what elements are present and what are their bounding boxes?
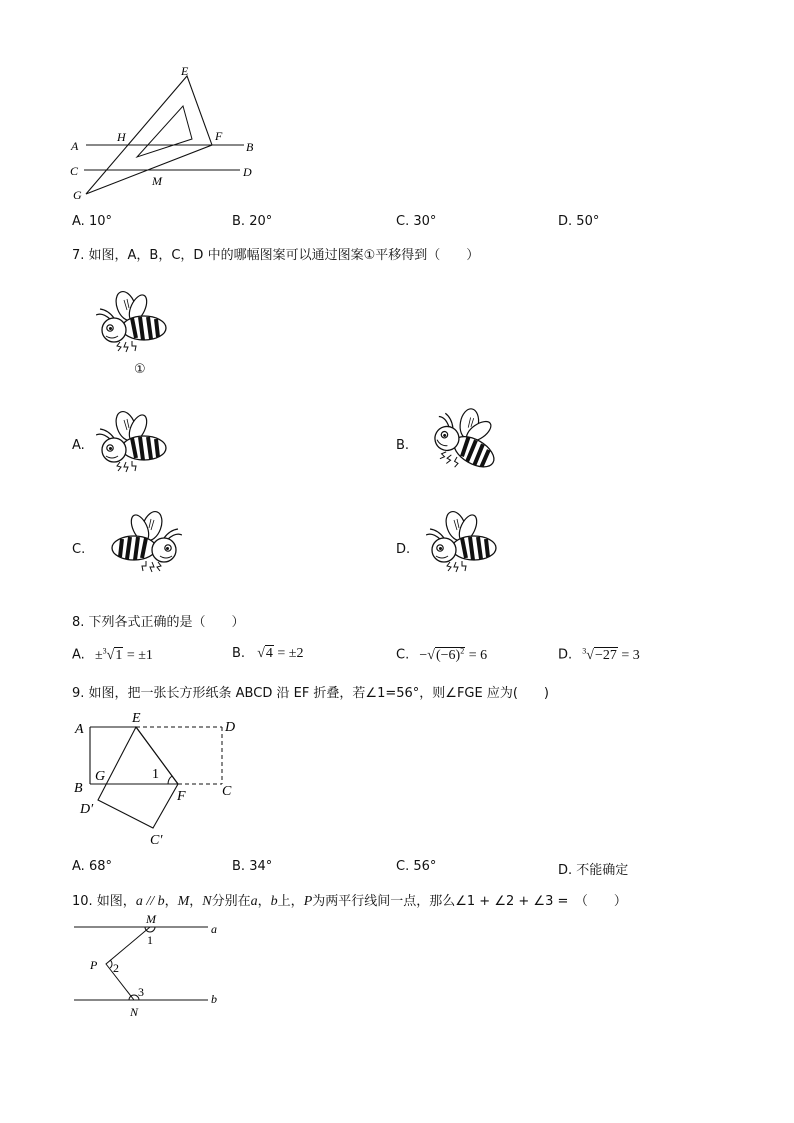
q7-option-c-bee[interactable] bbox=[98, 510, 182, 580]
q9-option-d[interactable]: D. 不能确定 bbox=[558, 863, 629, 878]
q9-label-C: C bbox=[222, 784, 232, 799]
q10-label-N: N bbox=[130, 1005, 139, 1019]
q10-label-3: 3 bbox=[138, 985, 144, 999]
q10-figure bbox=[66, 908, 226, 1020]
q7-option-d-bee[interactable] bbox=[426, 510, 510, 580]
q6-option-a[interactable]: A. 10° bbox=[72, 214, 112, 229]
label-C: C bbox=[70, 164, 79, 178]
label-F: F bbox=[215, 129, 223, 143]
q8-option-a[interactable]: A. ±$^3$√1 = ±1 bbox=[72, 646, 153, 663]
q10-label-a: a bbox=[211, 922, 217, 936]
q9-stem: 9. 如图，把一张长方形纸条 ABCD 沿 EF 折叠，若∠1=56°，则∠FGE 应为( ) bbox=[72, 686, 549, 701]
q9-label-Dprime: D′ bbox=[80, 802, 94, 817]
label-D: D bbox=[243, 165, 252, 179]
q10-label-M: M bbox=[146, 912, 156, 926]
q7-option-b[interactable]: B. bbox=[396, 438, 410, 453]
q9-label-F: F bbox=[177, 789, 186, 804]
q10-label-1: 1 bbox=[147, 933, 153, 947]
q7-option-c[interactable]: C. bbox=[72, 542, 86, 557]
q10-label-2: 2 bbox=[113, 961, 119, 975]
q9-label-G: G bbox=[95, 769, 106, 784]
label-A: A bbox=[71, 139, 79, 153]
q7-option-a-bee[interactable] bbox=[96, 410, 180, 480]
q6-figure bbox=[66, 62, 266, 207]
q7-original-bee bbox=[96, 290, 180, 360]
q10-label-P: P bbox=[90, 958, 98, 972]
q7-option-d[interactable]: D. bbox=[396, 542, 411, 557]
q9-label-B: B bbox=[74, 781, 83, 796]
q6-option-c[interactable]: C. 30° bbox=[396, 214, 437, 229]
label-H: H bbox=[117, 130, 126, 144]
q7-option-b-bee[interactable] bbox=[428, 406, 512, 484]
q9-label-Cprime: C′ bbox=[150, 833, 163, 848]
q10-stem: 10. 如图，a // b，M，N分别在a，b上，P为两平行线间一点，那么∠1 + ∠2 + ∠3 = （ ） bbox=[72, 894, 627, 909]
q9-label-A: A bbox=[75, 722, 84, 737]
q8-stem: 8. 下列各式正确的是（ ） bbox=[72, 615, 245, 630]
q9-label-D: D bbox=[225, 720, 236, 735]
q9-label-1: 1 bbox=[152, 767, 159, 782]
q7-option-a[interactable]: A. bbox=[72, 438, 85, 453]
q8-option-c[interactable]: C. $-√(-6)^2 = 6$ bbox=[396, 646, 488, 663]
q7-original-label: ① bbox=[134, 362, 146, 377]
q6-option-d[interactable]: D. 50° bbox=[558, 214, 600, 229]
q9-option-b[interactable]: B. 34° bbox=[232, 859, 273, 874]
label-G: G bbox=[73, 188, 82, 202]
q8-option-d[interactable]: D. $^3$√−27 = 3 bbox=[558, 646, 640, 663]
q7-stem: 7. 如图，A，B，C，D 中的哪幅图案可以通过图案①平移得到（ ） bbox=[72, 248, 480, 263]
q9-label-E: E bbox=[132, 711, 141, 726]
q9-option-a[interactable]: A. 68° bbox=[72, 859, 112, 874]
q6-option-b[interactable]: B. 20° bbox=[232, 214, 273, 229]
q9-figure bbox=[70, 708, 250, 853]
q10-label-b: b bbox=[211, 992, 217, 1006]
q8-option-b[interactable]: B. √4 = ±2 bbox=[232, 646, 304, 661]
label-B: B bbox=[246, 140, 254, 154]
q9-option-c[interactable]: C. 56° bbox=[396, 859, 437, 874]
label-E: E bbox=[181, 64, 189, 78]
label-M: M bbox=[152, 174, 162, 188]
